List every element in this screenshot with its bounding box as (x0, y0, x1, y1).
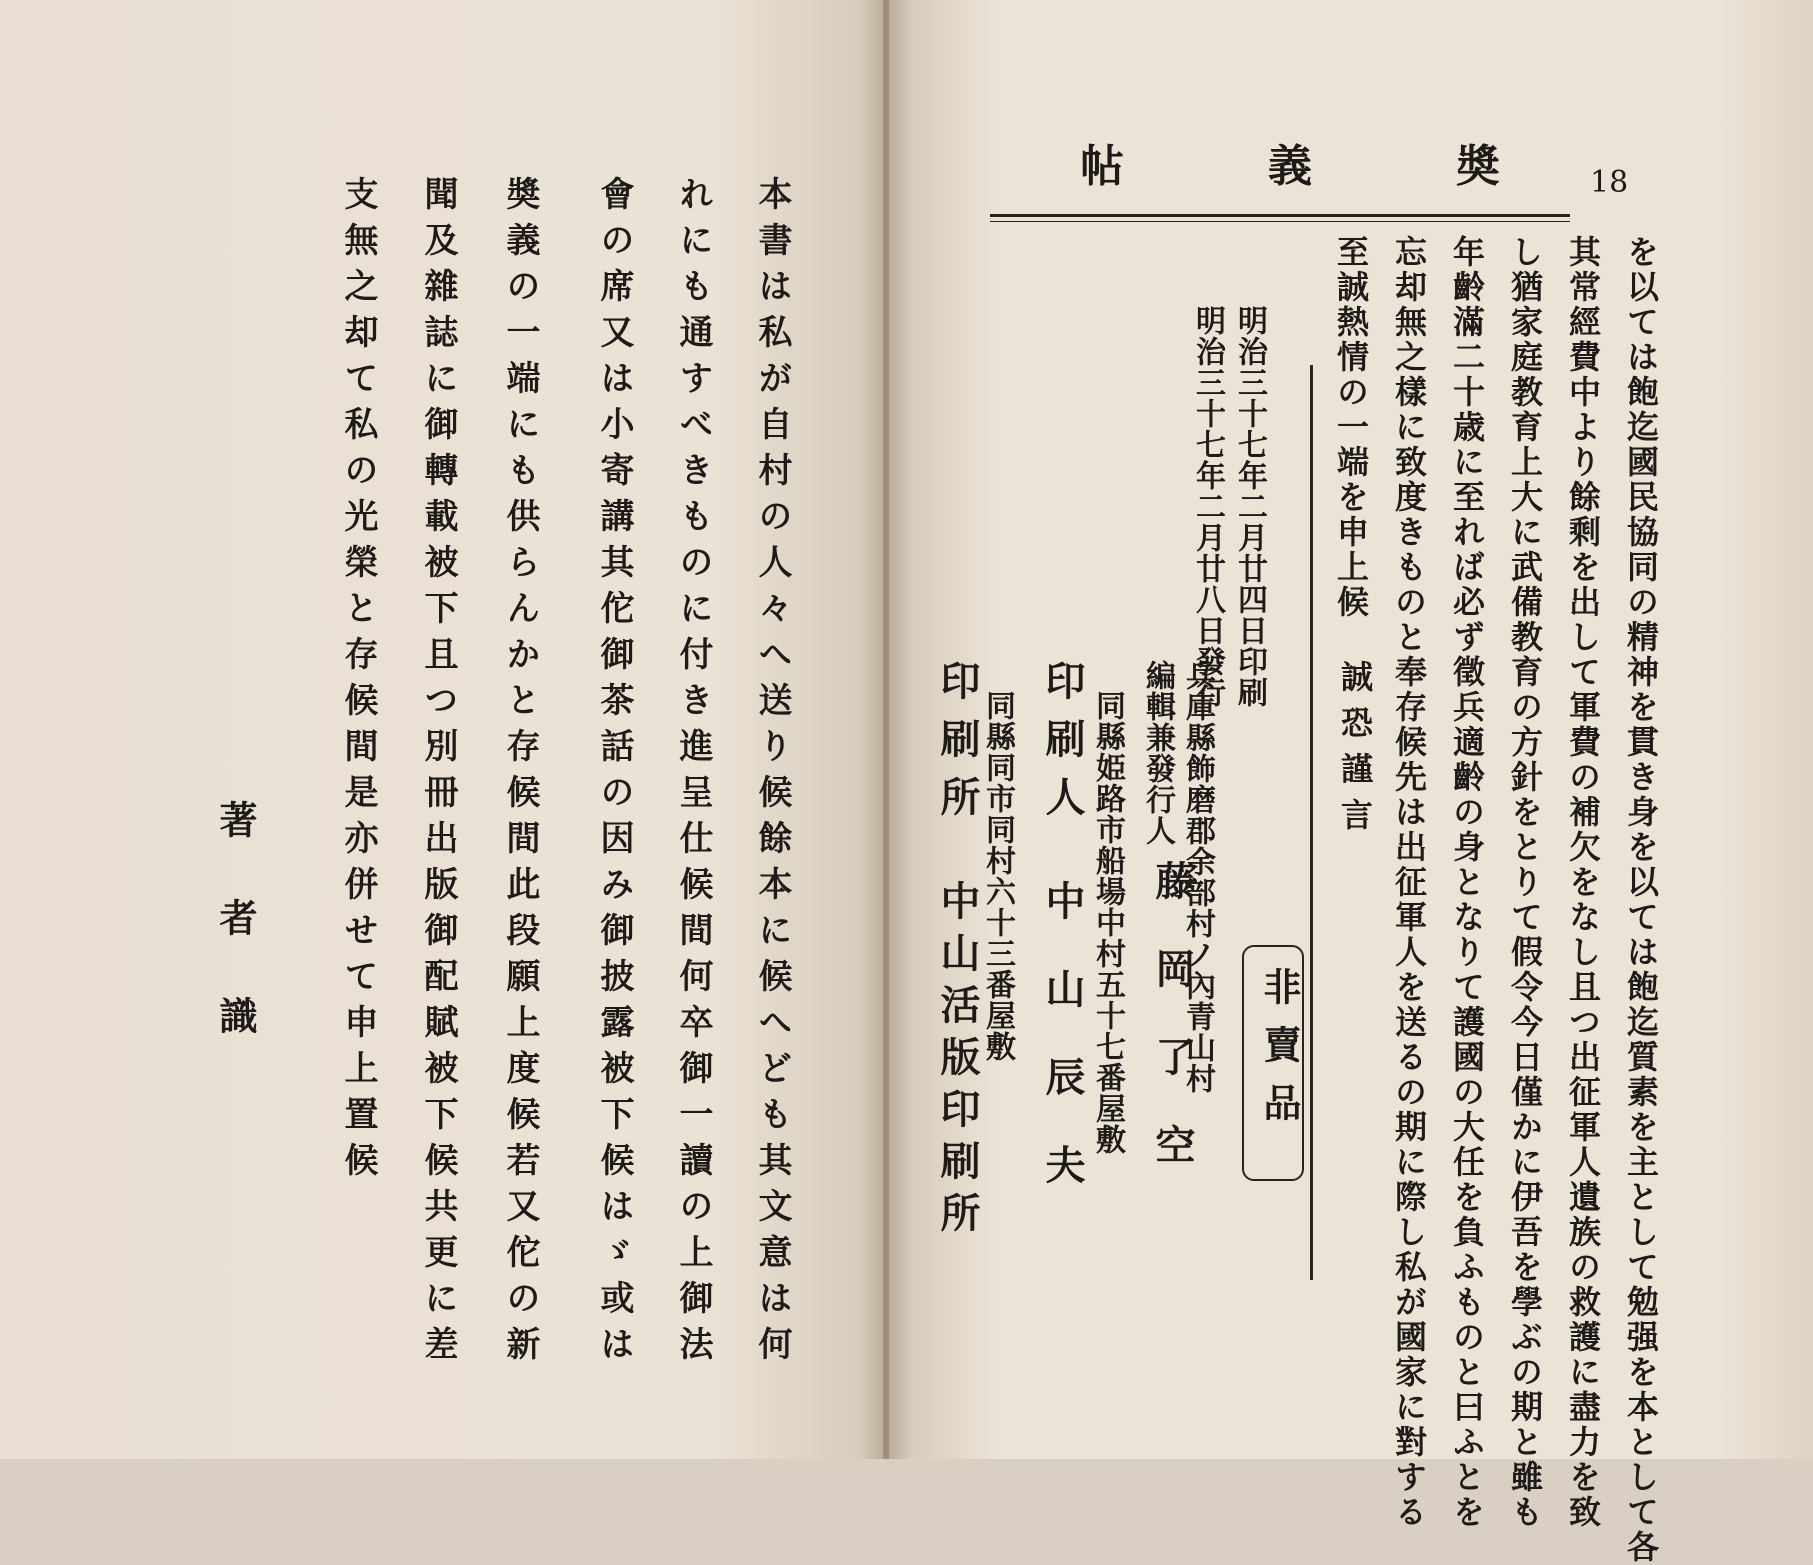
editor-name: 藤岡了空 (1149, 860, 1196, 1212)
body-column: 忘却無之樣に致度きものと奉存候先は出征軍人を送るの期に際し私が國家に對する (1390, 235, 1428, 1530)
preface-column: 會の席又は小寄講其佗御茶話の因み御披露被下候はゞ或は (594, 176, 634, 1372)
preface-column: 支無之却て私の光榮と存候間是亦併せて申上置候 (338, 176, 378, 1188)
not-for-sale-label: 非賣品 (1257, 967, 1302, 1141)
press-name: 中山活版印刷所 (934, 880, 981, 1244)
body-column: を以ては飽迄國民協同の精神を貫き身を以ては飽迄質素を主として勉强を本として各 (1622, 235, 1660, 1565)
book-gutter (883, 0, 889, 1459)
not-for-sale-box (1242, 945, 1304, 1181)
body-column: 至誠熱情の一端を申上候 (1332, 235, 1370, 620)
colophon-divider (1310, 365, 1313, 1280)
running-title-char: 奬 (1456, 141, 1500, 192)
preface-column: 奬義の一端にも供らんかと存候間此段願上度候若又佗の新 (500, 176, 540, 1372)
publish-date: 明治三十七年二月廿八日發行 (1190, 305, 1225, 708)
print-date: 明治三十七年二月廿四日印刷 (1232, 305, 1267, 708)
body-column: し猶家庭教育上大に武備教育の方針をとりて假令今日僅かに伊吾を學ぶの期と雖も (1506, 235, 1544, 1530)
signoff: 誠恐謹言 (1336, 660, 1374, 844)
header-rule (990, 214, 1570, 217)
preface-column: れにも通すべきものに付き進呈仕候間何卒御一讀の上御法 (673, 176, 713, 1372)
author-signature: 著者識 (213, 800, 258, 1094)
preface-column: 聞及雜誌に御轉載被下且つ別冊出版御配賦被下候共更に差 (418, 176, 458, 1372)
press-label: 印刷所 (934, 660, 981, 834)
editor-address: 兵庫縣飾磨郡余部村ノ內青山村 (1180, 660, 1215, 1094)
press-address: 同縣同市同村六十三番屋敷 (980, 690, 1015, 1062)
body-column: 其常經費中より餘剩を出して軍費の補欠をなし且つ出征軍人遺族の救護に盡力を致 (1564, 235, 1602, 1530)
running-title (1080, 130, 1500, 194)
printer-address: 同縣姫路市船場中村五十七番屋敷 (1090, 690, 1125, 1155)
printer-label: 印刷人 (1039, 660, 1086, 834)
page-number: 18 (1590, 165, 1629, 200)
running-title-char: 帖 (1080, 141, 1124, 192)
printer-name: 中山辰夫 (1039, 880, 1086, 1232)
editor-label: 編輯兼發行人 (1140, 660, 1175, 846)
header-rule-thin (990, 221, 1570, 222)
body-column: 年齡滿二十歳に至れば必ず徵兵適齡の身となりて護國の大任を負ふものと曰ふとを (1448, 235, 1486, 1530)
running-title-char: 義 (1268, 141, 1312, 192)
preface-column: 本書は私が自村の人々へ送り候餘本に候へども其文意は何 (752, 176, 792, 1372)
